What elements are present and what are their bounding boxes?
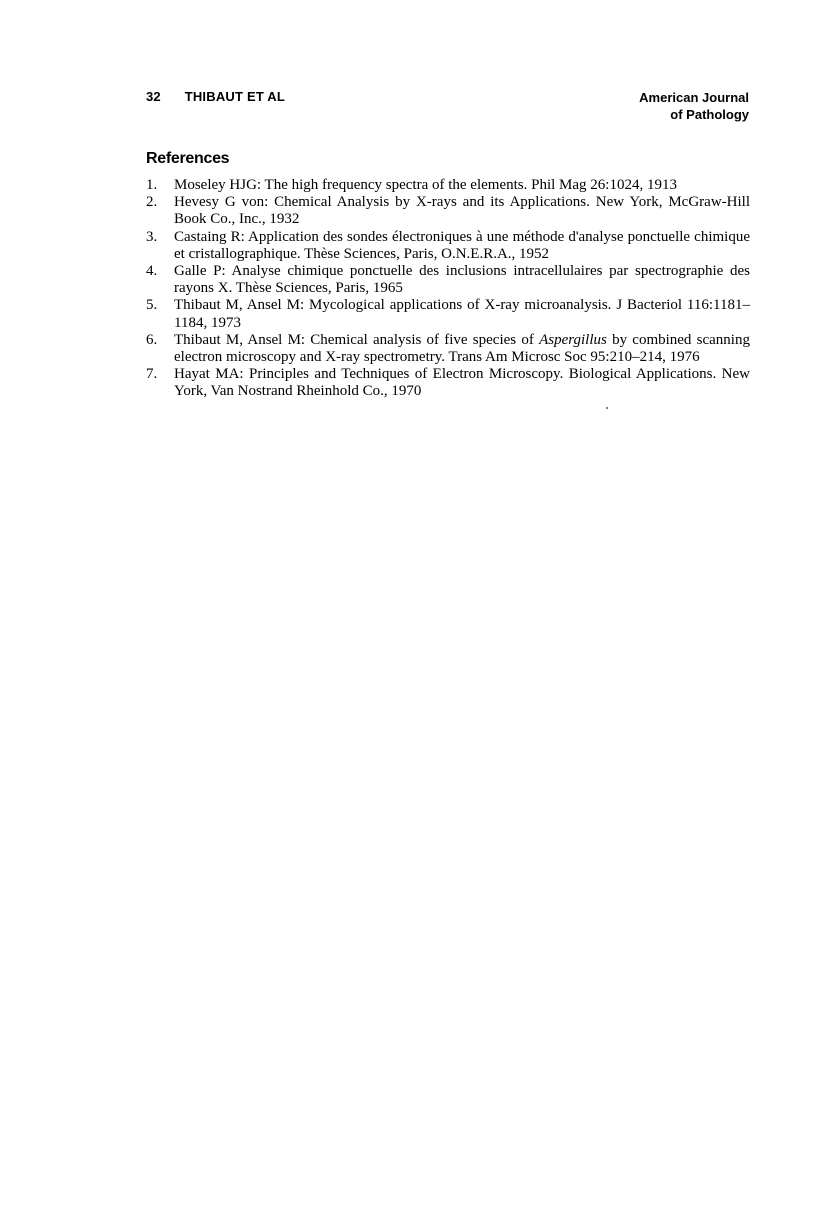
reference-number: 4. [146, 263, 158, 280]
reference-number: 7. [146, 366, 158, 383]
reference-text: Thibaut M, Ansel M: Mycological applications of X-ray microanalysis. J Bacteriol 116:1181–1184, 1973 [174, 297, 750, 331]
reference-text: Moseley HJG: The high frequency spectra of the elements. Phil Mag 26:1024, 1913 [174, 177, 677, 193]
reference-item-5 [146, 297, 750, 331]
reference-number: 5. [146, 297, 158, 314]
page-number: 32 [146, 89, 161, 104]
reference-text-part: Thibaut M, Ansel M: Chemical analysis of five species of [174, 331, 540, 348]
reference-text: Hayat MA: Principles and Techniques of Electron Microscopy. Biological Applications. New York, Van Nostrand Rheinhold Co., 1970 [174, 366, 750, 400]
running-header-left [146, 89, 285, 104]
reference-text: Galle P: Analyse chimique ponctuelle des inclusions intracellulaires par spectrographie des rayons X. Thèse Sciences, Paris, 1965 [174, 263, 750, 297]
reference-item-1 [146, 177, 750, 194]
reference-item-6 [146, 332, 750, 366]
reference-item-4 [146, 263, 750, 297]
reference-number: 2. [146, 194, 158, 211]
reference-text: Castaing R: Application des sondes électroniques à une méthode d'analyse ponctuelle chimique et cristallographique. Thèse Sciences, Paris, O.N.E.R.A., 1952 [174, 228, 750, 262]
reference-item-7 [146, 366, 750, 400]
stray-print-mark [606, 407, 608, 409]
reference-number: 3. [146, 228, 158, 245]
reference-list [146, 177, 750, 401]
journal-name-line-1: American Journal [639, 90, 749, 105]
reference-text: Hevesy G von: Chemical Analysis by X-rays and its Applications. New York, McGraw-Hill Book Co., Inc., 1932 [174, 194, 750, 228]
reference-number: 6. [146, 331, 158, 348]
journal-name-line-2: of Pathology [670, 107, 749, 122]
reference-item-3 [146, 229, 750, 263]
species-name-italic: Aspergillus [539, 331, 607, 348]
reference-number: 1. [146, 177, 158, 193]
reference-item-2 [146, 194, 750, 228]
reference-text [174, 332, 750, 366]
running-header-authors: THIBAUT ET AL [184, 89, 286, 104]
running-header-journal [639, 89, 749, 123]
reference-text-part: by combined scanning electron microscopy and X-ray spectrometry. Trans Am Microsc Soc 95:210–214, 1976 [174, 331, 750, 366]
references-heading: References [146, 150, 230, 167]
